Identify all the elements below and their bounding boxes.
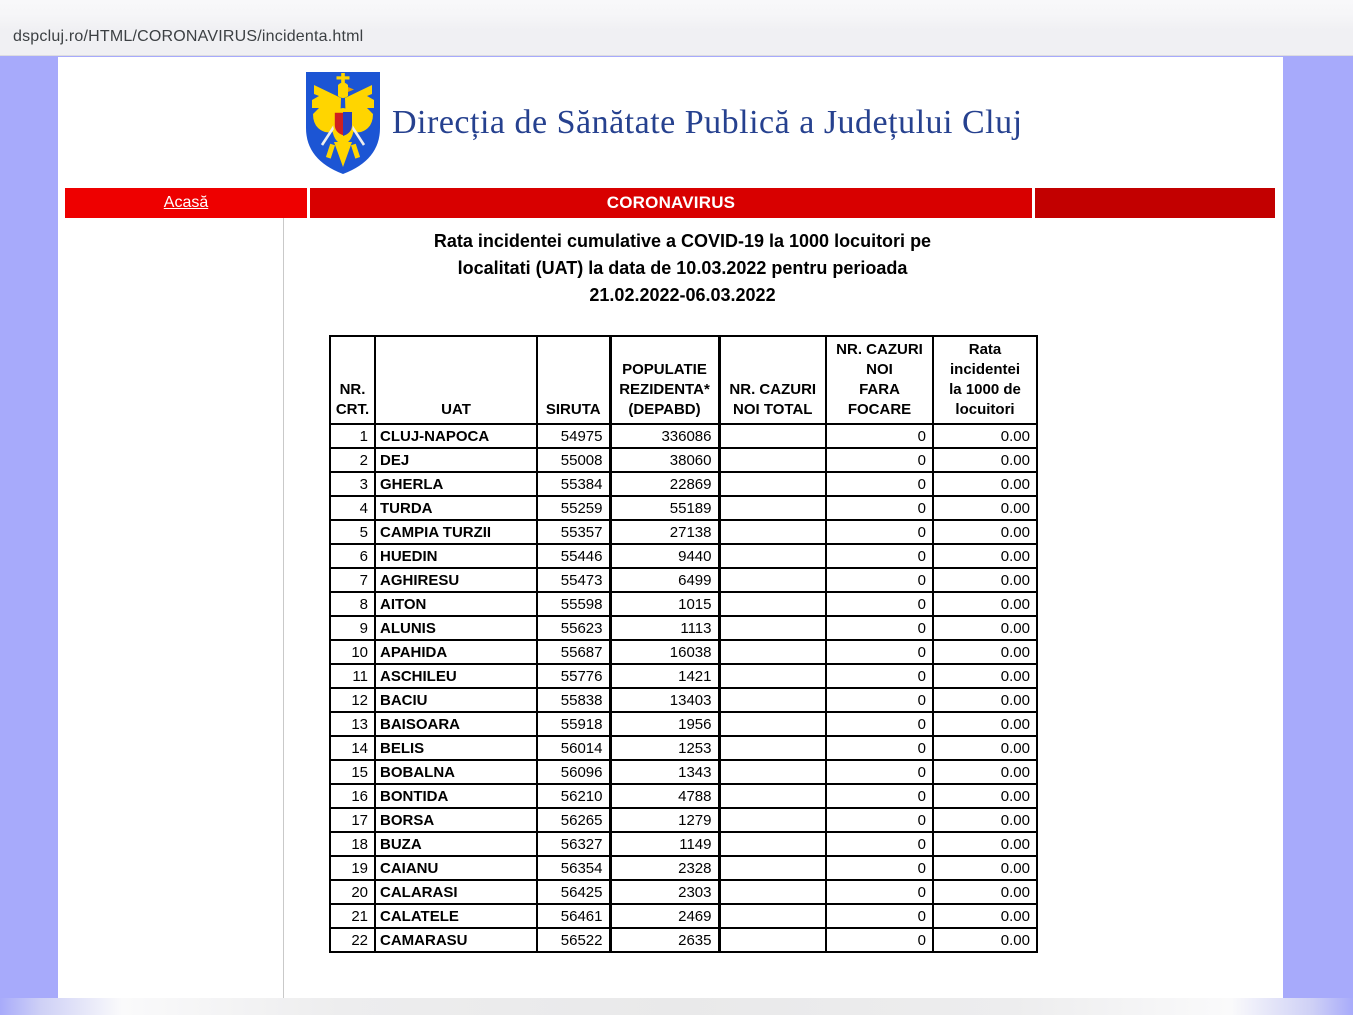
cell-cazuri_total bbox=[719, 856, 826, 880]
cell-rata: 0.00 bbox=[933, 928, 1037, 952]
table-row bbox=[330, 856, 1037, 880]
column-header-cazuri_total: NR. CAZURI NOI TOTAL bbox=[719, 336, 826, 424]
cell-uat: CAMARASU bbox=[375, 928, 537, 952]
column-header-siruta: SIRUTA bbox=[537, 336, 610, 424]
cell-uat: HUEDIN bbox=[375, 544, 537, 568]
cell-populatie: 2303 bbox=[610, 880, 719, 904]
cell-nr: 1 bbox=[330, 424, 375, 448]
cell-nr: 10 bbox=[330, 640, 375, 664]
cell-cazuri_total bbox=[719, 832, 826, 856]
table-row bbox=[330, 424, 1037, 448]
cell-cazuri_total bbox=[719, 448, 826, 472]
table-row bbox=[330, 544, 1037, 568]
table-row bbox=[330, 808, 1037, 832]
cell-cazuri_fara_focare: 0 bbox=[826, 808, 933, 832]
incidence-table bbox=[329, 335, 1038, 953]
cell-uat: DEJ bbox=[375, 448, 537, 472]
cell-uat: AGHIRESU bbox=[375, 568, 537, 592]
cell-rata: 0.00 bbox=[933, 736, 1037, 760]
cell-uat: AITON bbox=[375, 592, 537, 616]
cell-nr: 22 bbox=[330, 928, 375, 952]
cell-cazuri_fara_focare: 0 bbox=[826, 880, 933, 904]
cell-uat: CLUJ-NAPOCA bbox=[375, 424, 537, 448]
cell-rata: 0.00 bbox=[933, 568, 1037, 592]
cell-cazuri_total bbox=[719, 712, 826, 736]
cell-cazuri_fara_focare: 0 bbox=[826, 928, 933, 952]
cell-nr: 3 bbox=[330, 472, 375, 496]
cell-siruta: 56096 bbox=[537, 760, 610, 784]
cell-cazuri_fara_focare: 0 bbox=[826, 520, 933, 544]
cell-cazuri_total bbox=[719, 928, 826, 952]
cell-siruta: 56354 bbox=[537, 856, 610, 880]
cell-cazuri_total bbox=[719, 568, 826, 592]
cell-populatie: 2328 bbox=[610, 856, 719, 880]
cell-populatie: 1113 bbox=[610, 616, 719, 640]
cell-siruta: 55598 bbox=[537, 592, 610, 616]
table-row bbox=[330, 496, 1037, 520]
cell-cazuri_total bbox=[719, 496, 826, 520]
cell-nr: 2 bbox=[330, 448, 375, 472]
cell-populatie: 9440 bbox=[610, 544, 719, 568]
cell-nr: 18 bbox=[330, 832, 375, 856]
cell-siruta: 55776 bbox=[537, 664, 610, 688]
cell-uat: CALARASI bbox=[375, 880, 537, 904]
cell-cazuri_total bbox=[719, 664, 826, 688]
cell-rata: 0.00 bbox=[933, 712, 1037, 736]
table-header-row bbox=[330, 336, 1037, 424]
page-body bbox=[58, 218, 1283, 1015]
url-text[interactable]: dspcluj.ro/HTML/CORONAVIRUS/incidenta.html bbox=[13, 28, 364, 45]
cell-rata: 0.00 bbox=[933, 664, 1037, 688]
table-row bbox=[330, 688, 1037, 712]
nav-tab-coronavirus-label: CORONAVIRUS bbox=[606, 193, 736, 212]
cell-uat: BACIU bbox=[375, 688, 537, 712]
cell-siruta: 56522 bbox=[537, 928, 610, 952]
table-row bbox=[330, 712, 1037, 736]
cell-populatie: 2635 bbox=[610, 928, 719, 952]
cell-populatie: 2469 bbox=[610, 904, 719, 928]
cell-cazuri_fara_focare: 0 bbox=[826, 544, 933, 568]
cell-nr: 21 bbox=[330, 904, 375, 928]
cell-cazuri_fara_focare: 0 bbox=[826, 784, 933, 808]
cell-uat: ASCHILEU bbox=[375, 664, 537, 688]
browser-url-bar[interactable] bbox=[0, 0, 1353, 56]
table-row bbox=[330, 880, 1037, 904]
table-row bbox=[330, 664, 1037, 688]
cell-cazuri_total bbox=[719, 736, 826, 760]
nav-tab-coronavirus[interactable] bbox=[310, 188, 1032, 218]
cell-cazuri_total bbox=[719, 592, 826, 616]
cell-uat: BONTIDA bbox=[375, 784, 537, 808]
cell-siruta: 55384 bbox=[537, 472, 610, 496]
cell-siruta: 56461 bbox=[537, 904, 610, 928]
cell-siruta: 55008 bbox=[537, 448, 610, 472]
cell-cazuri_fara_focare: 0 bbox=[826, 904, 933, 928]
site-title: Direcția de Sănătate Publică a Județului Cluj bbox=[392, 103, 1023, 141]
cell-nr: 6 bbox=[330, 544, 375, 568]
cell-populatie: 13403 bbox=[610, 688, 719, 712]
cell-rata: 0.00 bbox=[933, 832, 1037, 856]
cell-cazuri_fara_focare: 0 bbox=[826, 688, 933, 712]
cell-populatie: 38060 bbox=[610, 448, 719, 472]
cell-nr: 20 bbox=[330, 880, 375, 904]
table-row bbox=[330, 928, 1037, 952]
cell-siruta: 55259 bbox=[537, 496, 610, 520]
main-content bbox=[284, 218, 1283, 1015]
cell-rata: 0.00 bbox=[933, 592, 1037, 616]
cell-uat: TURDA bbox=[375, 496, 537, 520]
cell-nr: 9 bbox=[330, 616, 375, 640]
cell-uat: CAIANU bbox=[375, 856, 537, 880]
cell-rata: 0.00 bbox=[933, 880, 1037, 904]
sidebar bbox=[58, 218, 284, 1015]
cell-populatie: 336086 bbox=[610, 424, 719, 448]
cell-nr: 15 bbox=[330, 760, 375, 784]
table-row bbox=[330, 520, 1037, 544]
cell-cazuri_fara_focare: 0 bbox=[826, 664, 933, 688]
cell-populatie: 4788 bbox=[610, 784, 719, 808]
cell-cazuri_fara_focare: 0 bbox=[826, 736, 933, 760]
column-header-uat: UAT bbox=[375, 336, 537, 424]
cell-populatie: 22869 bbox=[610, 472, 719, 496]
cell-siruta: 55838 bbox=[537, 688, 610, 712]
cell-siruta: 55357 bbox=[537, 520, 610, 544]
table-row bbox=[330, 760, 1037, 784]
column-header-populatie: POPULATIE REZIDENTA* (DEPABD) bbox=[610, 336, 719, 424]
coat-of-arms-logo bbox=[303, 70, 383, 176]
cell-cazuri_fara_focare: 0 bbox=[826, 592, 933, 616]
cell-nr: 13 bbox=[330, 712, 375, 736]
cell-cazuri_total bbox=[719, 544, 826, 568]
cell-cazuri_fara_focare: 0 bbox=[826, 760, 933, 784]
cell-cazuri_total bbox=[719, 760, 826, 784]
cell-cazuri_total bbox=[719, 616, 826, 640]
cell-siruta: 55687 bbox=[537, 640, 610, 664]
cell-populatie: 1015 bbox=[610, 592, 719, 616]
table-body bbox=[330, 424, 1037, 952]
cell-cazuri_total bbox=[719, 472, 826, 496]
cell-populatie: 55189 bbox=[610, 496, 719, 520]
cell-uat: BOBALNA bbox=[375, 760, 537, 784]
cell-cazuri_total bbox=[719, 640, 826, 664]
cell-rata: 0.00 bbox=[933, 544, 1037, 568]
bottom-fade-band bbox=[0, 998, 1353, 1015]
table-row bbox=[330, 832, 1037, 856]
cell-siruta: 56210 bbox=[537, 784, 610, 808]
site-header bbox=[58, 57, 1283, 188]
cell-uat: APAHIDA bbox=[375, 640, 537, 664]
cell-rata: 0.00 bbox=[933, 520, 1037, 544]
page bbox=[58, 57, 1283, 1015]
cell-siruta: 56425 bbox=[537, 880, 610, 904]
cell-uat: GHERLA bbox=[375, 472, 537, 496]
table-row bbox=[330, 640, 1037, 664]
table-row bbox=[330, 904, 1037, 928]
cell-uat: CALATELE bbox=[375, 904, 537, 928]
cell-uat: BUZA bbox=[375, 832, 537, 856]
cell-siruta: 55918 bbox=[537, 712, 610, 736]
cell-populatie: 1343 bbox=[610, 760, 719, 784]
cell-cazuri_fara_focare: 0 bbox=[826, 832, 933, 856]
cell-rata: 0.00 bbox=[933, 808, 1037, 832]
cell-populatie: 1149 bbox=[610, 832, 719, 856]
cell-populatie: 1956 bbox=[610, 712, 719, 736]
cell-cazuri_total bbox=[719, 424, 826, 448]
nav-link-acasa[interactable] bbox=[65, 188, 307, 218]
cell-cazuri_total bbox=[719, 688, 826, 712]
cell-rata: 0.00 bbox=[933, 448, 1037, 472]
cell-uat: BORSA bbox=[375, 808, 537, 832]
table-row bbox=[330, 784, 1037, 808]
cell-cazuri_total bbox=[719, 784, 826, 808]
nav-filler-block bbox=[1035, 188, 1275, 218]
cell-rata: 0.00 bbox=[933, 856, 1037, 880]
cell-cazuri_fara_focare: 0 bbox=[826, 616, 933, 640]
cell-populatie: 27138 bbox=[610, 520, 719, 544]
table-row bbox=[330, 736, 1037, 760]
cell-cazuri_total bbox=[719, 520, 826, 544]
cell-cazuri_fara_focare: 0 bbox=[826, 424, 933, 448]
cell-populatie: 16038 bbox=[610, 640, 719, 664]
cell-populatie: 1279 bbox=[610, 808, 719, 832]
cell-nr: 5 bbox=[330, 520, 375, 544]
cell-nr: 12 bbox=[330, 688, 375, 712]
cell-cazuri_fara_focare: 0 bbox=[826, 448, 933, 472]
cell-siruta: 56327 bbox=[537, 832, 610, 856]
cell-rata: 0.00 bbox=[933, 688, 1037, 712]
cell-nr: 8 bbox=[330, 592, 375, 616]
cell-rata: 0.00 bbox=[933, 784, 1037, 808]
cell-cazuri_fara_focare: 0 bbox=[826, 568, 933, 592]
cell-siruta: 56265 bbox=[537, 808, 610, 832]
cell-cazuri_fara_focare: 0 bbox=[826, 640, 933, 664]
cell-rata: 0.00 bbox=[933, 472, 1037, 496]
cell-populatie: 6499 bbox=[610, 568, 719, 592]
cell-rata: 0.00 bbox=[933, 640, 1037, 664]
cell-cazuri_total bbox=[719, 904, 826, 928]
cell-cazuri_fara_focare: 0 bbox=[826, 496, 933, 520]
cell-populatie: 1421 bbox=[610, 664, 719, 688]
cell-nr: 11 bbox=[330, 664, 375, 688]
cell-siruta: 56014 bbox=[537, 736, 610, 760]
cell-cazuri_total bbox=[719, 880, 826, 904]
cell-uat: CAMPIA TURZII bbox=[375, 520, 537, 544]
cell-populatie: 1253 bbox=[610, 736, 719, 760]
cell-siruta: 55446 bbox=[537, 544, 610, 568]
cell-cazuri_fara_focare: 0 bbox=[826, 472, 933, 496]
cell-rata: 0.00 bbox=[933, 904, 1037, 928]
cell-nr: 14 bbox=[330, 736, 375, 760]
cell-uat: BELIS bbox=[375, 736, 537, 760]
cell-rata: 0.00 bbox=[933, 424, 1037, 448]
navbar bbox=[65, 188, 1275, 218]
nav-link-acasa-label[interactable]: Acasă bbox=[163, 194, 209, 211]
cell-uat: BAISOARA bbox=[375, 712, 537, 736]
cell-rata: 0.00 bbox=[933, 760, 1037, 784]
cell-siruta: 55473 bbox=[537, 568, 610, 592]
cell-cazuri_total bbox=[719, 808, 826, 832]
cell-nr: 4 bbox=[330, 496, 375, 520]
table-row bbox=[330, 616, 1037, 640]
page-title: Rata incidentei cumulative a COVID-19 la 1000 locuitori pe localitati (UAT) la data de 10.03.2022 pentru perioada 21.02.2022-06.03.2022 bbox=[433, 231, 932, 305]
content-column bbox=[329, 228, 1036, 953]
table-row bbox=[330, 568, 1037, 592]
cell-nr: 16 bbox=[330, 784, 375, 808]
cell-cazuri_fara_focare: 0 bbox=[826, 856, 933, 880]
column-header-nr: NR. CRT. bbox=[330, 336, 375, 424]
cell-siruta: 54975 bbox=[537, 424, 610, 448]
column-header-rata: Rata incidentei la 1000 de locuitori bbox=[933, 336, 1037, 424]
cell-nr: 17 bbox=[330, 808, 375, 832]
table-row bbox=[330, 592, 1037, 616]
cell-nr: 7 bbox=[330, 568, 375, 592]
cell-cazuri_fara_focare: 0 bbox=[826, 712, 933, 736]
cell-rata: 0.00 bbox=[933, 496, 1037, 520]
cell-nr: 19 bbox=[330, 856, 375, 880]
cell-rata: 0.00 bbox=[933, 616, 1037, 640]
cell-uat: ALUNIS bbox=[375, 616, 537, 640]
column-header-cazuri_fara_focare: NR. CAZURI NOI FARA FOCARE bbox=[826, 336, 933, 424]
table-row bbox=[330, 448, 1037, 472]
table-row bbox=[330, 472, 1037, 496]
cell-siruta: 55623 bbox=[537, 616, 610, 640]
